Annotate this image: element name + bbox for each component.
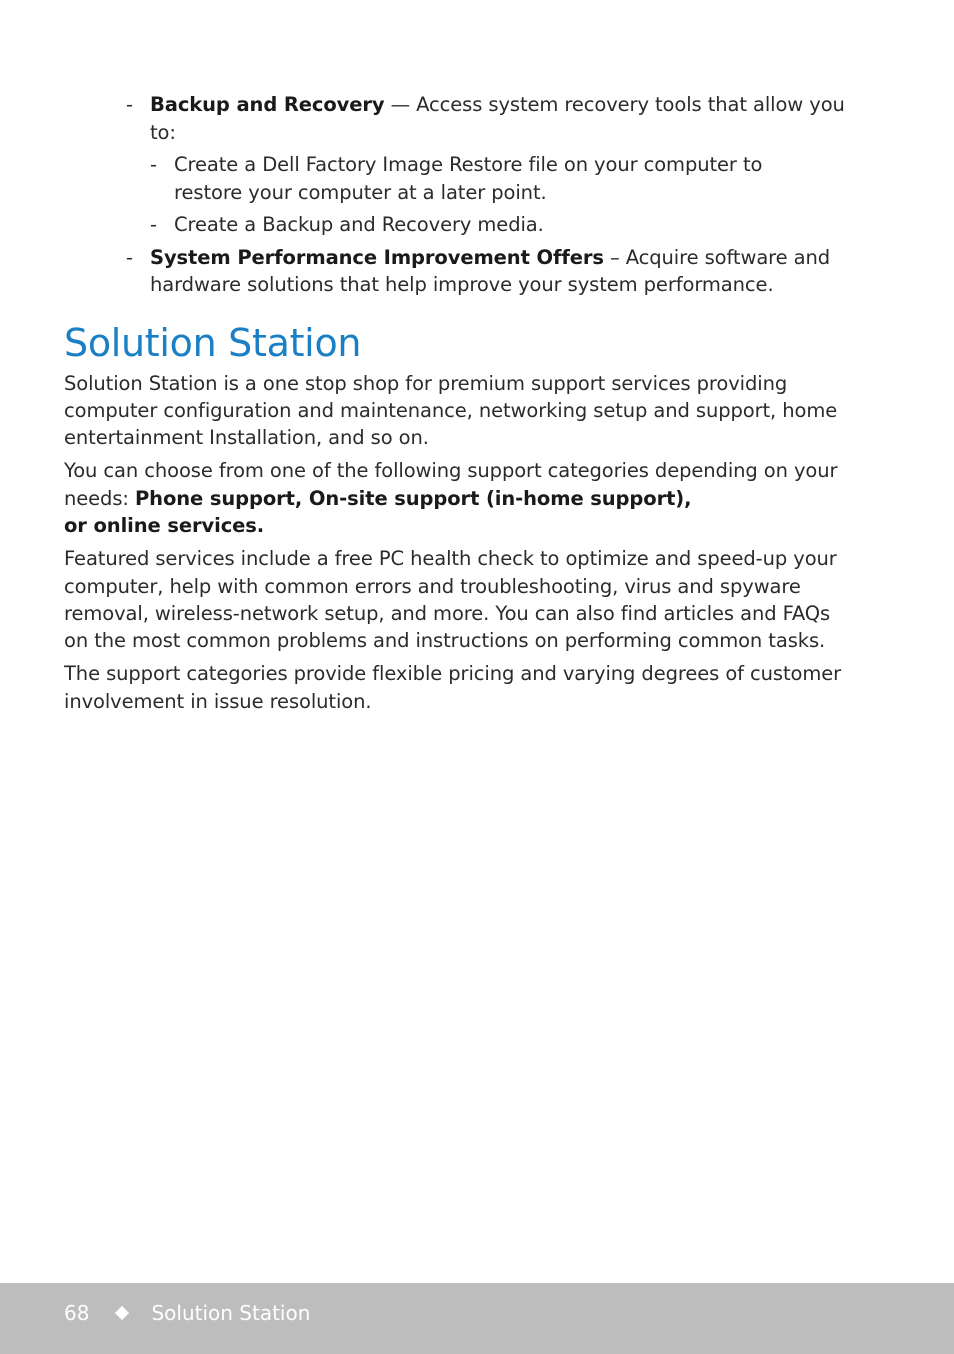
list-item-backup-recovery — [126, 91, 850, 146]
item-text-backup-recovery: — Access system recovery tools that allow you to: — [150, 93, 845, 144]
list-dash: - — [150, 213, 157, 236]
paragraph-pricing: The support categories provide flexible pricing and varying degrees of customer involvement in issue resolution. — [64, 662, 842, 713]
sub-item-text: Create a Dell Factory Image Restore file on your computer to restore your computer at a later point. — [174, 153, 763, 204]
page-content — [64, 91, 854, 721]
footer-content — [64, 1299, 310, 1327]
list-dash: - — [150, 153, 157, 176]
list-dash: - — [126, 93, 133, 116]
item-label-backup-recovery: Backup and Recovery — [150, 93, 385, 116]
page-footer — [0, 1283, 954, 1354]
list-dash: - — [126, 245, 133, 269]
categories-bold-line1: Phone support, On-site support (in-home support), — [134, 486, 692, 510]
paragraph-intro: Solution Station is a one stop shop for premium support services providing computer configuration and maintenance, networking setup and support, home entertainment Installation, and so on. — [64, 371, 838, 450]
categories-bold-line2: or online services. — [64, 513, 265, 537]
sub-list-item — [150, 151, 834, 206]
paragraph-categories — [64, 457, 854, 539]
footer-section-name: Solution Station — [151, 1301, 311, 1325]
list-item-performance-offers — [126, 244, 850, 299]
diamond-separator-icon — [115, 1306, 129, 1320]
item-label-performance-offers: System Performance Improvement Offers — [150, 245, 604, 269]
item-text-performance-offers: – Acquire software and hardware solutions that help improve your system performance. — [150, 245, 831, 296]
section-title: Solution Station — [64, 320, 362, 365]
sub-list-item — [150, 211, 834, 239]
page-number: 68 — [64, 1301, 90, 1325]
sub-item-text: Create a Backup and Recovery media. — [174, 213, 544, 236]
paragraph-featured-services: Featured services include a free PC health check to optimize and speed-up your computer, help with common errors and troubleshooting, virus and spyware removal, wireless-network setup, and more. You can also find articles and FAQs on the most common problems and instructions on performing common tasks. — [64, 547, 837, 653]
paragraph-categories-prefix: You can choose from one of the following support categories depending on your needs: — [64, 459, 838, 510]
